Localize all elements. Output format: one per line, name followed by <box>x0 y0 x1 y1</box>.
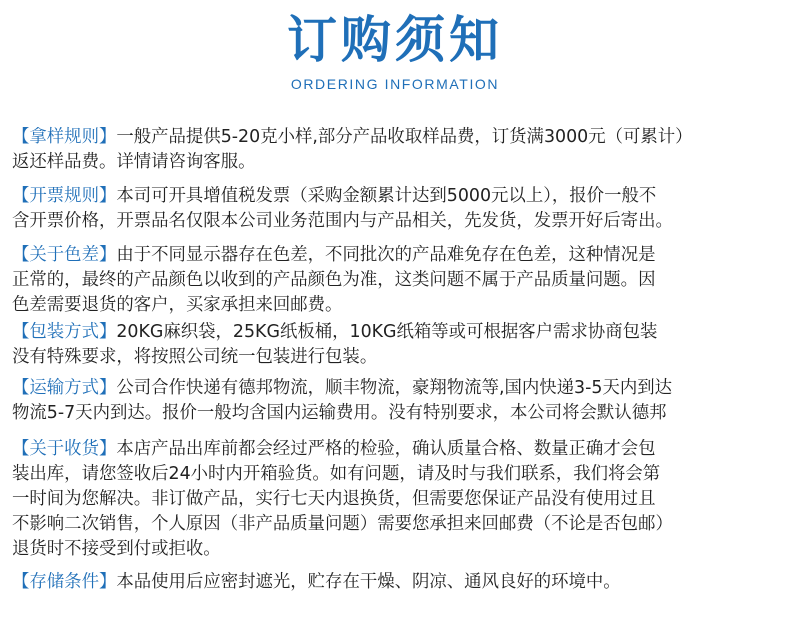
section-label: 【开票规则】 <box>12 186 117 206</box>
section-label: 【拿样规则】 <box>12 127 117 147</box>
section-text: 公司合作快递有德邦物流，顺丰物流，豪翔物流等,国内快递3-5天内到达 <box>116 378 673 398</box>
section-label: 【关于色差】 <box>12 245 117 265</box>
section-line <box>12 243 782 268</box>
section-sample-rules <box>12 125 782 175</box>
page-title: 订购须知 <box>287 11 503 69</box>
section-line: 一时间为您解决。非订做产品，实行七天内退换货，但需要您保证产品没有使用过且 <box>12 489 656 509</box>
section-invoice-rules <box>12 184 782 234</box>
section-shipping <box>12 376 782 426</box>
section-label: 【关于收货】 <box>12 439 117 459</box>
section-color-difference <box>12 243 782 318</box>
section-line: 返还样品费。详情请咨询客服。 <box>12 152 256 172</box>
section-line: 装出库，请您签收后24小时内开箱验货。如有问题，请及时与我们联系，我们将会第 <box>12 464 661 484</box>
section-line <box>12 184 782 209</box>
section-line: 不影响二次销售，个人原因（非产品质量问题）需要您承担来回邮费（不论是否包邮） <box>12 514 673 534</box>
section-text: 一般产品提供5-20克小样,部分产品收取样品费，订货满3000元（可累计） <box>116 127 693 147</box>
section-line <box>12 376 782 401</box>
section-text: 本店产品出库前都会经过严格的检验，确认质量合格、数量正确才会包 <box>116 439 656 459</box>
section-packaging <box>12 320 782 370</box>
section-line: 物流5-7天内到达。报价一般均含国内运输费用。没有特别要求，本公司将会默认德邦 <box>12 403 667 423</box>
section-label: 【存储条件】 <box>12 572 117 592</box>
section-line <box>12 320 782 345</box>
section-line <box>12 125 782 150</box>
section-line: 正常的，最终的产品颜色以收到的产品颜色为准，这类问题不属于产品质量问题。因 <box>12 270 656 290</box>
section-text: 由于不同显示器存在色差，不同批次的产品难免存在色差，这种情况是 <box>116 245 656 265</box>
section-line: 没有特殊要求，将按照公司统一包装进行包装。 <box>12 347 378 367</box>
section-line <box>12 437 782 462</box>
section-label: 【运输方式】 <box>12 378 117 398</box>
section-text: 20KG麻织袋，25KG纸板桶，10KG纸箱等或可根据客户需求协商包装 <box>116 322 658 342</box>
section-text: 本品使用后应密封遮光，贮存在干燥、阴凉、通风良好的环境中。 <box>116 572 621 592</box>
section-label: 【包装方式】 <box>12 322 117 342</box>
section-line: 色差需要退货的客户，买家承担来回邮费。 <box>12 295 343 315</box>
section-receiving <box>12 437 782 562</box>
section-line <box>12 570 782 595</box>
section-line: 含开票价格，开票品名仅限本公司业务范围内与产品相关，先发货，发票开好后寄出。 <box>12 211 673 231</box>
section-text: 本司可开具增值税发票（采购金额累计达到5000元以上），报价一般不 <box>116 186 657 206</box>
page-subtitle: ORDERING INFORMATION <box>290 76 500 92</box>
section-line: 退货时不接受到付或拒收。 <box>12 539 221 559</box>
section-storage <box>12 570 782 595</box>
